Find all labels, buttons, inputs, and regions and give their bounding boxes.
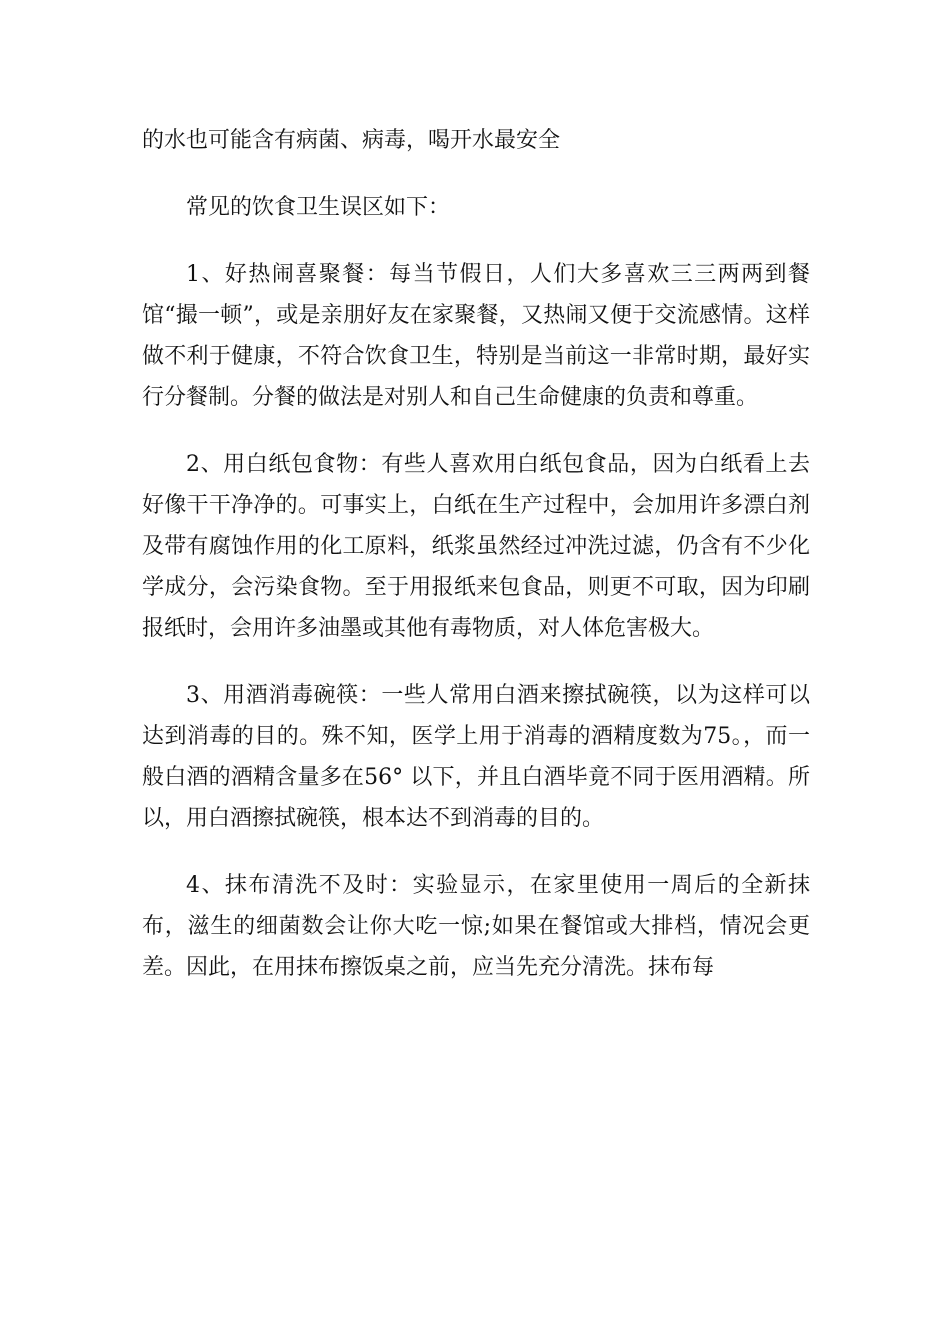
paragraph-item-4: 4、抹布清洗不及时：实验显示，在家里使用一周后的全新抹布，滋生的细菌数会让你大吃一惊;如果在餐馆或大排档，情况会更差。因此，在用抹布擦饭桌之前，应当先充分清洗。抹布每 [142, 873, 810, 980]
document-body [142, 120, 810, 988]
paragraph-item-1: 1、好热闹喜聚餐：每当节假日，人们大多喜欢三三两两到餐馆“撮一顿”，或是亲朋好友在家聚餐，又热闹又便于交流感情。这样做不利于健康，不符合饮食卫生，特别是当前这一非常时期，最好实行分餐制。分餐的做法是对别人和自己生命健康的负责和尊重。 [142, 262, 810, 410]
paragraph-item-2: 2、用白纸包食物：有些人喜欢用白纸包食品，因为白纸看上去好像干干净净的。可事实上，白纸在生产过程中，会加用许多漂白剂及带有腐蚀作用的化工原料，纸浆虽然经过冲洗过滤，仍含有不少化学成分，会污染食物。至于用报纸来包食品，则更不可取，因为印刷报纸时，会用许多油墨或其他有毒物质，对人体危害极大。 [142, 452, 810, 641]
paragraph-item-3: 3、用酒消毒碗筷：一些人常用白酒来擦拭碗筷，以为这样可以达到消毒的目的。殊不知，医学上用于消毒的酒精度数为75。，而一般白酒的酒精含量多在56° 以下，并且白酒毕竟不同于医用酒精。所以，用白酒擦拭碗筷，根本达不到消毒的目的。 [142, 683, 810, 831]
paragraph-continuation: 的水也可能含有病菌、病毒，喝开水最安全 [142, 128, 561, 153]
paragraph-intro: 常见的饮食卫生误区如下： [186, 195, 451, 220]
